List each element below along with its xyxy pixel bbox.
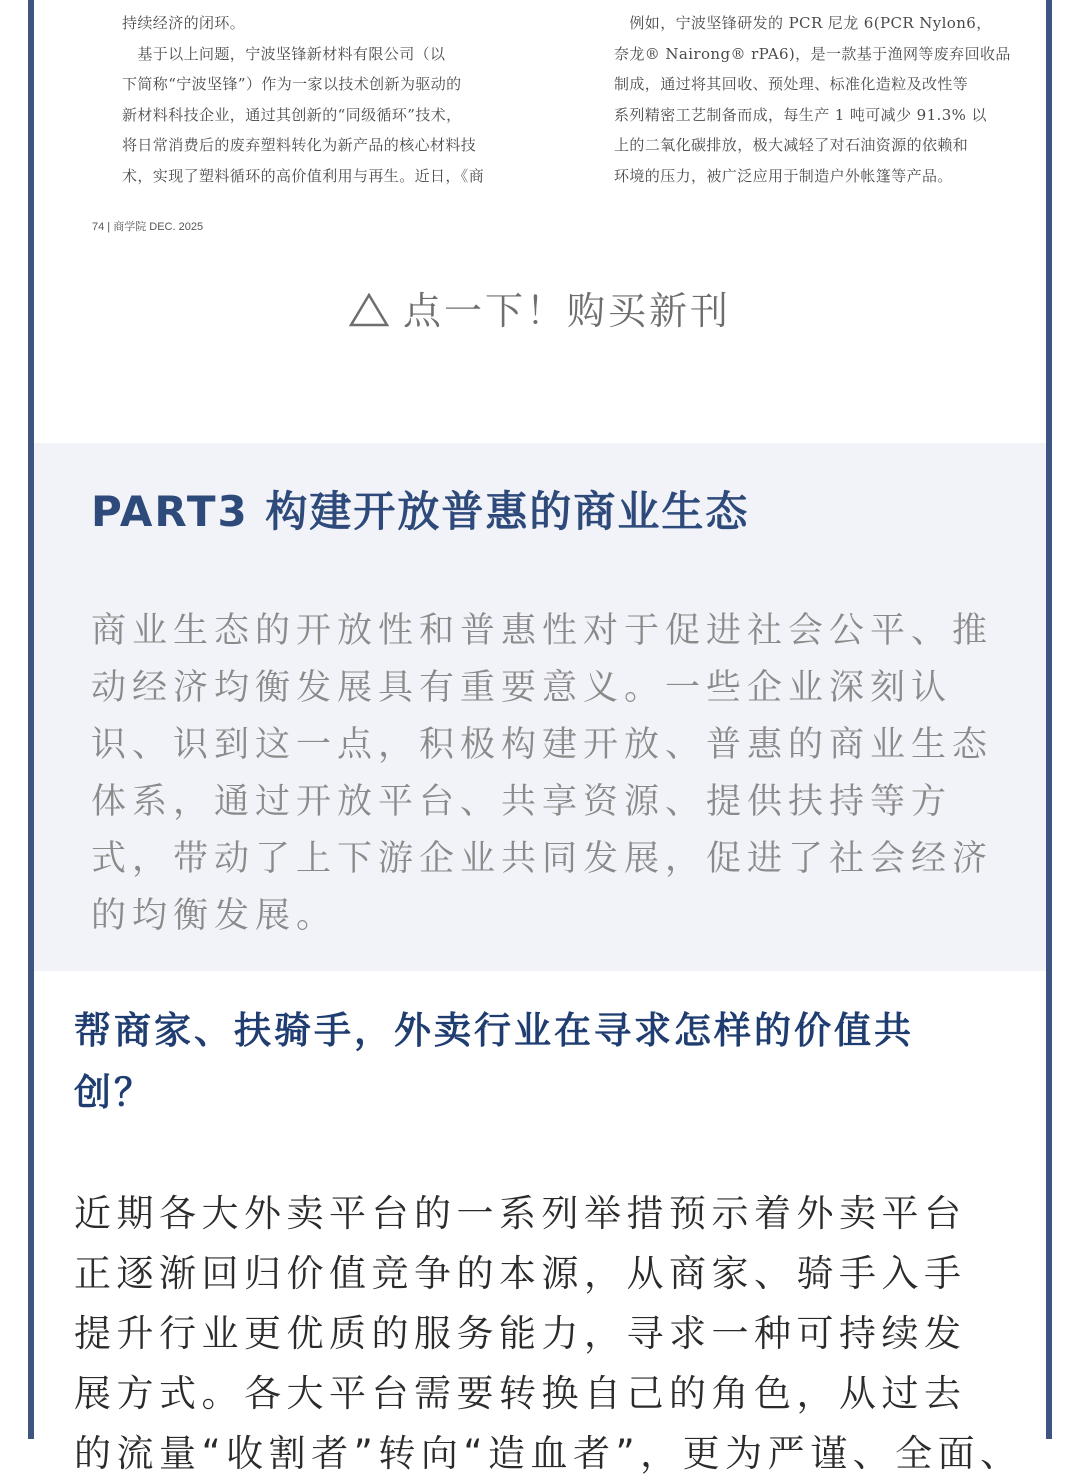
paragraph-line: 商业生态的开放性和普惠性对于促进社会公平、推 [91, 611, 994, 651]
headline-line: 创？ [74, 1071, 154, 1114]
section-headline [74, 1000, 1014, 1124]
buy-issue-label: 点一下！购买新刊 [402, 289, 731, 333]
magazine-line: 系列精密工艺制备而成，每生产 1 吨可减少 91.3% 以 [614, 105, 987, 124]
part3-title: PART3 构建开放普惠的商业生态 [91, 487, 750, 536]
magazine-line: 奈龙® Nairong® rPA6)，是一款基于渔网等废弃回收品 [614, 44, 1011, 63]
part3-body [91, 603, 994, 945]
magazine-page-image [34, 0, 1046, 250]
magazine-line: 将日常消费后的废弃塑料转化为新产品的核心材料技 [122, 136, 477, 154]
magazine-line: 新材料科技企业，通过其创新的“同级循环”技术， [122, 105, 462, 124]
paragraph-line: 的均衡发展。 [91, 896, 338, 936]
magazine-line: 上的二氧化碳排放，极大减轻了对石油资源的依赖和 [614, 136, 969, 154]
paragraph-line: 近期各大外卖平台的一系列举措预示着外卖平台 [74, 1192, 967, 1235]
paragraph-line: 的流量“收割者”转向“造血者”，更为严谨、全面、 [74, 1432, 1023, 1475]
paragraph-line: 式，带动了上下游企业共同发展，促进了社会经济 [91, 839, 994, 879]
magazine-line: 基于以上问题，宁波坚锋新材料有限公司（以 [122, 44, 446, 63]
section-body [74, 1184, 1023, 1484]
paragraph-line: 动经济均衡发展具有重要意义。一些企业深刻认 [91, 668, 953, 708]
magazine-line: 持续经济的闭环。 [122, 14, 246, 32]
magazine-right-column [614, 8, 1011, 191]
paragraph-line: 体系，通过开放平台、共享资源、提供扶持等方 [91, 782, 953, 822]
buy-issue-link[interactable] [0, 280, 1080, 336]
magazine-line: 环境的压力，被广泛应用于制造户外帐篷等产品。 [614, 166, 953, 185]
magazine-line: 例如，宁波坚锋研发的 PCR 尼龙 6(PCR Nylon6， [614, 14, 992, 32]
magazine-line: 下简称“宁波坚锋”）作为一家以技术创新为驱动的 [122, 75, 462, 93]
paragraph-line: 提升行业更优质的服务能力，寻求一种可持续发 [74, 1312, 967, 1355]
paragraph-line: 正逐渐回归价值竞争的本源，从商家、骑手入手 [74, 1252, 967, 1295]
paragraph-line: 展方式。各大平台需要转换自己的角色，从过去 [74, 1372, 967, 1415]
magazine-left-column [122, 8, 485, 191]
magazine-folio: 74 | 商学院 DEC. 2025 [92, 221, 204, 233]
part3-panel [34, 443, 1046, 971]
magazine-line: 术，实现了塑料循环的高价值利用与再生。近日，《商 [122, 166, 485, 185]
magazine-line: 制成，通过将其回收、预处理、标准化造粒及改性等 [614, 75, 969, 93]
frame-right-border [1046, 0, 1052, 1439]
paragraph-line: 识、识到这一点，积极构建开放、普惠的商业生态 [91, 725, 994, 765]
triangle-outline-icon [349, 292, 389, 336]
headline-line: 帮商家、扶骑手，外卖行业在寻求怎样的价值共 [74, 1009, 914, 1052]
